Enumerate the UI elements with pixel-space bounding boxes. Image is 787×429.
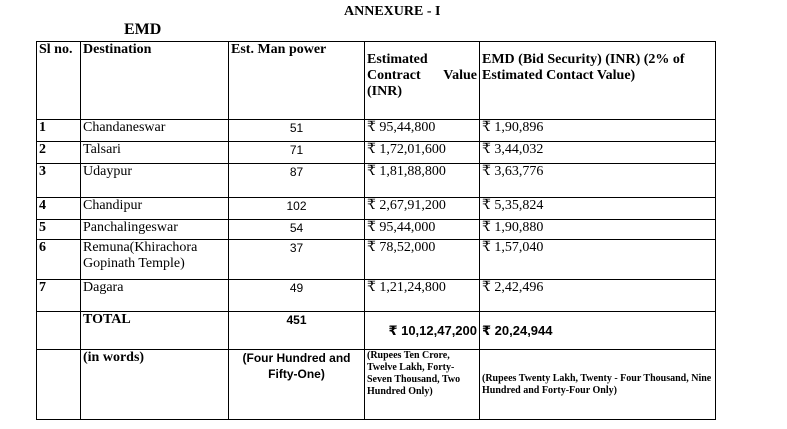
destination-cell: Remuna(Khirachora Gopinath Temple) <box>81 240 229 280</box>
destination-cell: Talsari <box>81 142 229 164</box>
sl-cell: 5 <box>37 220 81 240</box>
emd-cell: ₹ 3,44,032 <box>480 142 716 164</box>
value-cell: ₹ 2,67,91,200 <box>365 198 480 220</box>
destination-cell: Udaypur <box>81 164 229 198</box>
sl-cell: 7 <box>37 280 81 312</box>
manpower-cell: 49 <box>229 280 365 312</box>
table-row <box>37 120 716 142</box>
sl-cell: 3 <box>37 164 81 198</box>
emd-table <box>36 41 716 420</box>
emd-cell: ₹ 1,90,896 <box>480 120 716 142</box>
table-row <box>37 142 716 164</box>
destination-cell: Chandaneswar <box>81 120 229 142</box>
value-cell: ₹ 95,44,000 <box>365 220 480 240</box>
header-row <box>37 42 716 120</box>
manpower-cell: 54 <box>229 220 365 240</box>
total-emd: ₹ 20,24,944 <box>480 312 716 350</box>
value-cell: ₹ 1,81,88,800 <box>365 164 480 198</box>
header-destination: Destination <box>81 42 229 120</box>
emd-title: EMD <box>124 21 162 38</box>
header-contract-value-line2: Contract Value <box>367 68 477 83</box>
emd-cell: ₹ 3,63,776 <box>480 164 716 198</box>
header-emd: EMD (Bid Security) (INR) (2% of Estimated Contact Value) <box>480 42 716 120</box>
manpower-cell: 71 <box>229 142 365 164</box>
emd-cell: ₹ 2,42,496 <box>480 280 716 312</box>
emd-cell: ₹ 5,35,824 <box>480 198 716 220</box>
value-cell: ₹ 78,52,000 <box>365 240 480 280</box>
sl-cell: 2 <box>37 142 81 164</box>
words-label: (in words) <box>81 350 229 420</box>
table-row <box>37 198 716 220</box>
total-row <box>37 312 716 350</box>
words-emd: (Rupees Twenty Lakh, Twenty - Four Thousand, Nine Hundred and Forty-Four Only) <box>480 350 716 420</box>
value-cell: ₹ 95,44,800 <box>365 120 480 142</box>
manpower-cell: 51 <box>229 120 365 142</box>
words-row <box>37 350 716 420</box>
emd-cell: ₹ 1,57,040 <box>480 240 716 280</box>
manpower-cell: 37 <box>229 240 365 280</box>
table-row <box>37 240 716 280</box>
manpower-cell: 87 <box>229 164 365 198</box>
total-sl-cell <box>37 312 81 350</box>
sl-cell: 1 <box>37 120 81 142</box>
value-cell: ₹ 1,21,24,800 <box>365 280 480 312</box>
total-manpower: 451 <box>229 312 365 350</box>
words-manpower: (Four Hundred and Fifty-One) <box>229 350 365 420</box>
words-value: (Rupees Ten Crore, Twelve Lakh, Forty-Seven Thousand, Two Hundred Only) <box>365 350 480 420</box>
header-sl-no: Sl no. <box>37 42 81 120</box>
table-row <box>37 280 716 312</box>
total-value: ₹ 10,12,47,200 <box>365 312 480 350</box>
destination-cell: Chandipur <box>81 198 229 220</box>
sl-cell: 4 <box>37 198 81 220</box>
header-contract-value-line1: Estimated <box>367 52 428 67</box>
manpower-cell: 102 <box>229 198 365 220</box>
annexure-heading: ANNEXURE - I <box>344 4 441 19</box>
emd-cell: ₹ 1,90,880 <box>480 220 716 240</box>
header-contract-value-line3: (INR) <box>367 84 402 99</box>
sl-cell: 6 <box>37 240 81 280</box>
table-row <box>37 164 716 198</box>
header-manpower: Est. Man power <box>229 42 365 120</box>
destination-cell: Dagara <box>81 280 229 312</box>
total-label: TOTAL <box>81 312 229 350</box>
table-row <box>37 220 716 240</box>
header-contract-value <box>365 42 480 120</box>
words-sl-cell <box>37 350 81 420</box>
value-cell: ₹ 1,72,01,600 <box>365 142 480 164</box>
destination-cell: Panchalingeswar <box>81 220 229 240</box>
